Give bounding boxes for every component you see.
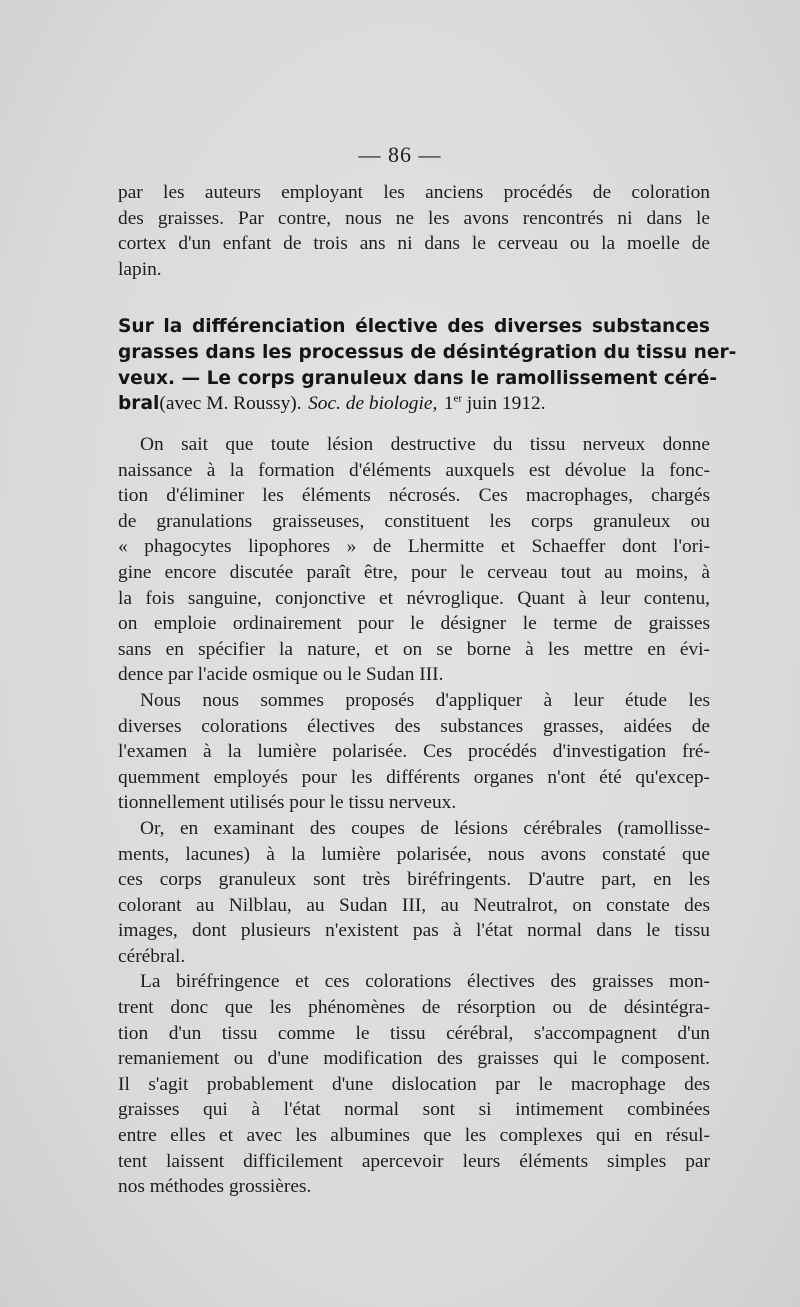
paragraph [118,432,710,688]
text-line: tionnellement utilisés pour le tissu nerveux. [118,792,457,814]
text-line: diverses colorations électives des substances grasses, aidées de [118,715,710,737]
text-line: colorant au Nilblau, au Sudan III, au Neutralrot, on constate des [118,894,710,916]
text-line: entre elles et avec les albumines que les complexes qui en résul- [118,1125,710,1147]
page-number: — 86 — [358,142,442,167]
body-text [118,432,710,1200]
coauthor: (avec M. Roussy). [159,393,302,415]
paragraph [118,688,710,816]
paragraph [118,816,710,970]
title-line: veux. — Le corps granuleux dans le ramollissement céré- [118,367,718,389]
text-line: tent laissent difficilement apercevoir leurs éléments simples par [118,1150,710,1172]
text-line: remaniement ou d'une modification des graisses qui le composent. [118,1048,710,1070]
journal-name: Soc. de biologie, [308,393,438,415]
text-line: tion d'un tissu comme le tissu cérébral, s'accompagnent d'un [118,1022,710,1044]
text-line: sans en spécifier la nature, et on se borne à les mettre en évi- [118,638,710,660]
text-line: par les auteurs employant les anciens procédés de coloration [118,182,710,203]
text-line: « phagocytes lipophores » de Lhermitte et Schaeffer dont l'ori- [118,536,710,558]
citation-line [118,391,710,417]
text-line: graisses qui à l'état normal sont si intimement combinées [118,1099,710,1121]
text-line: de granulations graisseuses, constituent les corps granuleux ou [118,510,710,532]
text-line: nos méthodes grossières. [118,1176,312,1198]
text-line: tion d'éliminer les éléments nécrosés. Ces macrophages, chargés [118,485,710,507]
text-line: lapin. [118,258,162,280]
section-title [118,314,737,417]
text-line: cérébral. [118,945,186,967]
text-line: quemment employés pour les différents organes n'ont été qu'excep- [118,766,710,788]
text-line: Il s'agit probablement d'une dislocation par le macrophage des [118,1073,710,1095]
text-line: gine encore discutée paraît être, pour le cerveau tout au moins, à [118,561,710,583]
text-line: l'examen à la lumière polarisée. Ces procédés d'investigation fré- [118,741,710,763]
text-line: Or, en examinant des coupes de lésions cérébrales (ramollisse- [140,817,710,839]
title-line: grasses dans les processus de désintégration du tissu ner- [118,341,737,363]
text-line: images, dont plusieurs n'existent pas à l'état normal dans le tissu [118,920,710,942]
text-line: naissance à la formation d'éléments auxquels est dévolue la fonc- [118,459,710,481]
title-last-word: bral [118,393,160,415]
text-line: trent donc que les phénomènes de résorption ou de désintégra- [118,997,710,1019]
carryover-paragraph [118,180,710,282]
text-line: la fois sanguine, conjonctive et névroglique. Quant à leur contenu, [118,587,710,609]
text-line: On sait que toute lésion destructive du tissu nerveux donne [140,434,710,455]
text-line: on emploie ordinairement pour le désigner le terme de graisses [118,613,710,635]
text-line: ces corps granuleux sont très biréfringents. D'autre part, en les [118,869,710,891]
text-line: des graisses. Par contre, nous ne les avons rencontrés ni dans le [118,207,710,229]
text-line: La biréfringence et ces colorations électives des graisses mon- [140,971,710,993]
text-line: dence par l'acide osmique ou le Sudan III. [118,664,444,686]
title-line: Sur la différenciation élective des diverses substances [118,316,710,337]
text-line: ments, lacunes) à la lumière polarisée, nous avons constaté que [118,843,710,865]
citation-date: 1er juin 1912. [443,392,546,415]
text-line: Nous nous sommes proposés d'appliquer à leur étude les [140,689,710,711]
text-line: cortex d'un enfant de trois ans ni dans le cerveau ou la moelle de [118,233,710,255]
paragraph [118,969,710,1199]
